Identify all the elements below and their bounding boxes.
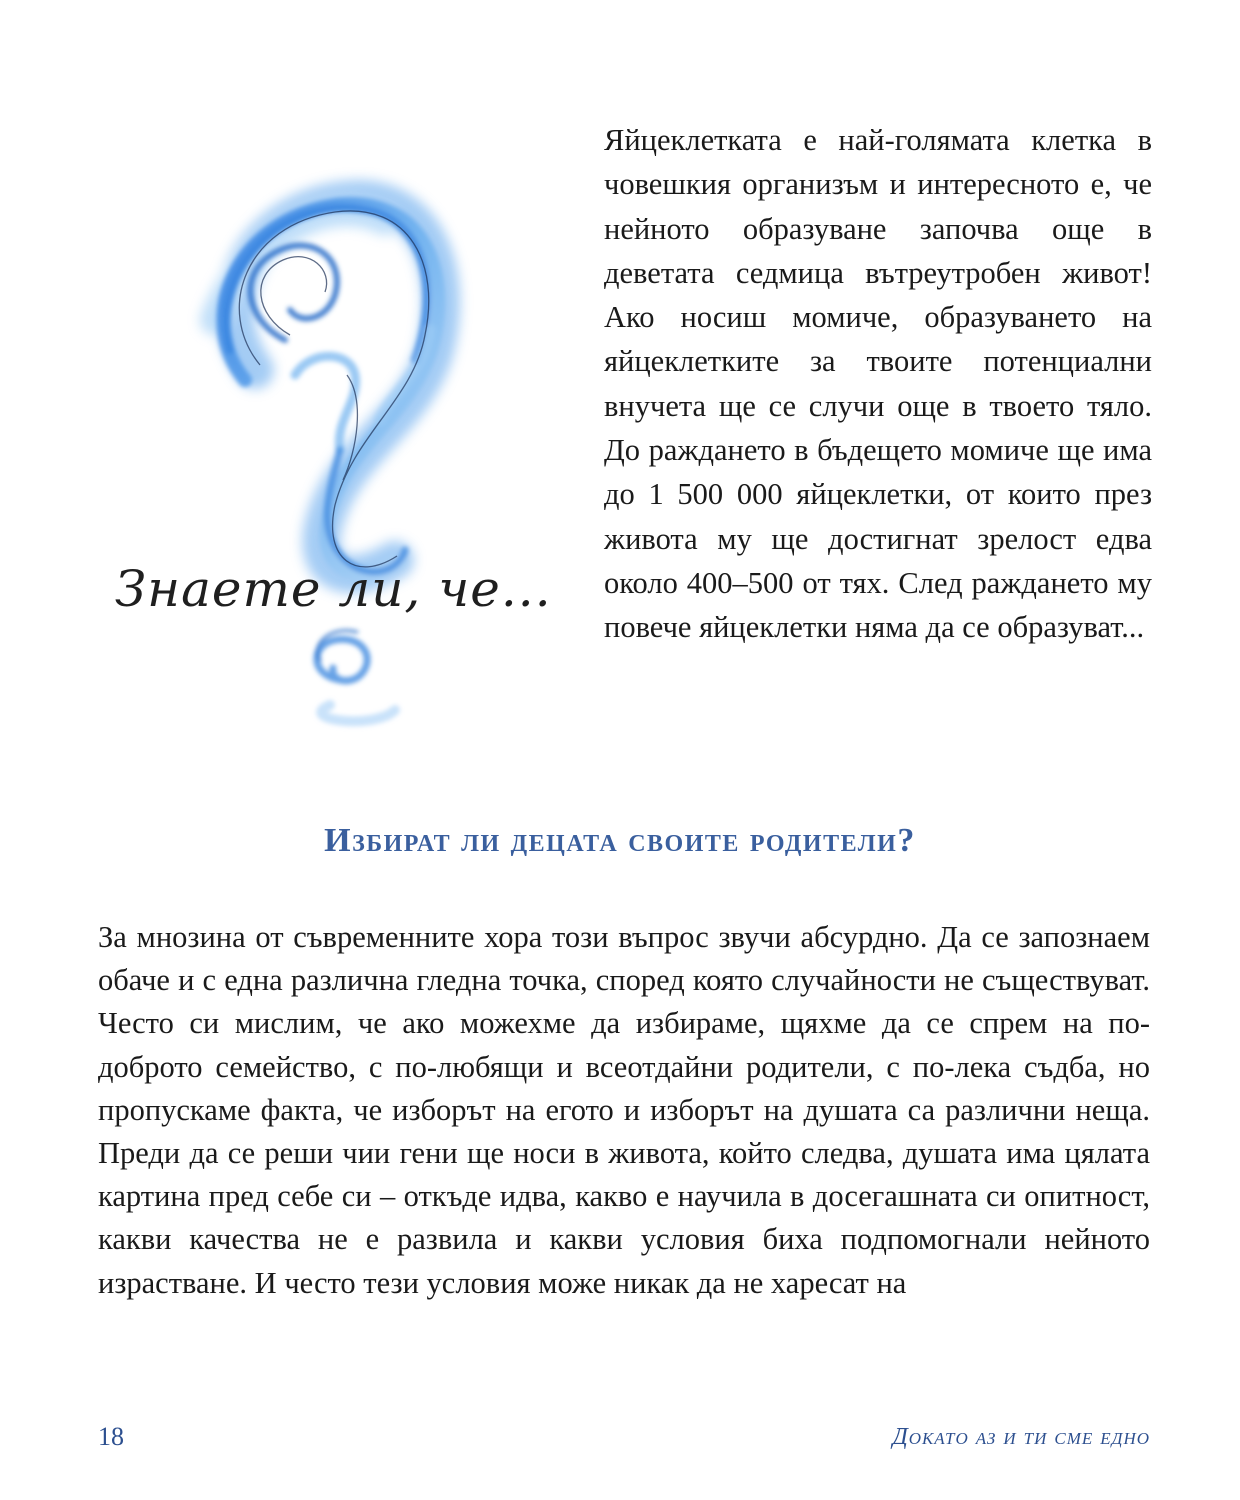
- did-you-know-text: [604, 118, 1152, 650]
- running-title: Докато аз и ти сме едно: [892, 1424, 1150, 1450]
- did-you-know-paragraph: Яйцеклетката е най-голямата клетка в човешкия организъм и интересното е, че нейното образуване започва още в деветата седмица вътреутробен живот! Ако носиш момиче, образуването на яйцеклетките за твоите потенциални внучета ще се случи още в твоето тяло. До раждането в бъдещето момиче ще има до 1 500 000 яйцеклетки, от които през живота му ще достигнат зрелост едва около 400–500 от тях. След раждането му повече яйцеклетки няма да се образуват...: [604, 123, 1152, 645]
- section-paragraph: За мнозина от съвременните хора този въпрос звучи абсурдно. Да се запознаем обаче и с една различна гледна точка, според която случайности не съществуват. Често си мислим, че ако можехме да избираме, щяхме да се спрем на по-доброто семейство, с по-любящи и всеотдайни родители, с по-лека съдба, но пропускаме факта, че изборът на егото и изборът на душата са различни неща. Преди да се реши чии гени ще носи в живота, който следва, душата има цялата картина пред себе си – откъде идва, какво е научила в досегашната си опитност, какви качества не е развила и какви условия биха подпомогнали нейното израстване. И често тези условия може никак да не харесат на: [98, 920, 1150, 1300]
- page-number: 18: [98, 1422, 124, 1451]
- section-body: [98, 916, 1150, 1305]
- did-you-know-caption: Знаете ли, че...: [115, 560, 552, 618]
- smoke-question-mark-illustration: [95, 120, 575, 760]
- section-heading: Избират ли децата своите родители?: [324, 822, 916, 859]
